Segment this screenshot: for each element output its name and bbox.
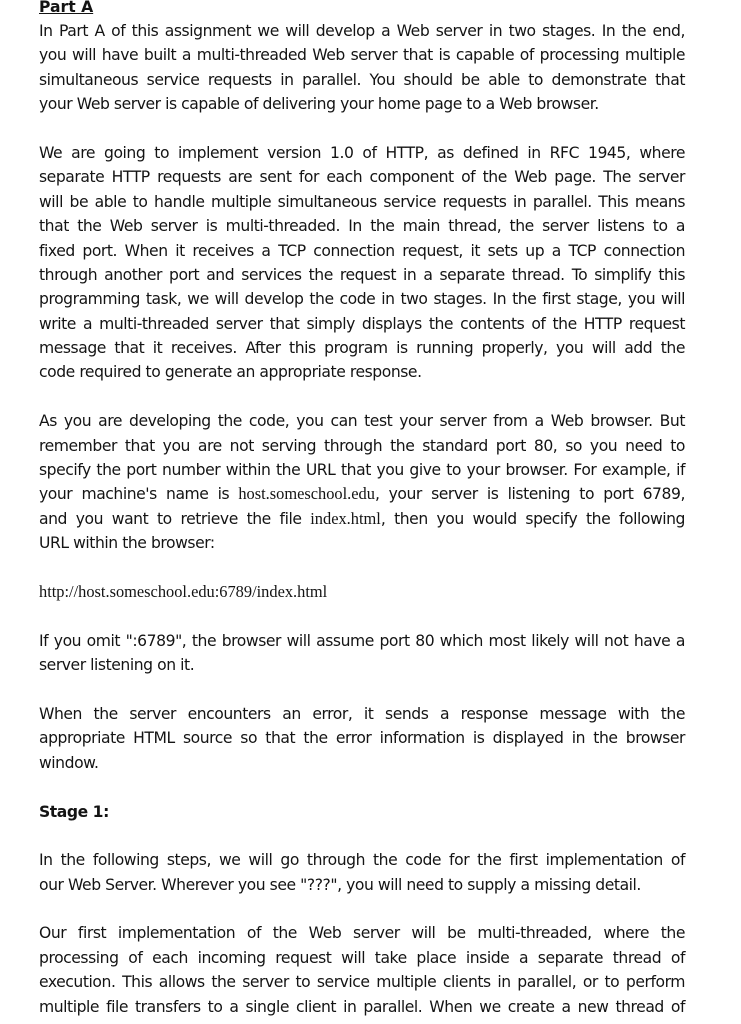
stage-title: Stage 1: [39,802,109,821]
intro-paragraph [39,19,685,117]
testing-text: and you want to retrieve the file [39,509,311,528]
testing-text: your machine's name is [39,485,239,504]
implementation-line: that the Web server is multi-threaded. In the main thread, the server listens to a [39,217,685,236]
first-impl-line: execution. This allows the server to service multiple clients in parallel, or to perform [39,973,685,992]
host-name: host.someschool.edu [238,484,375,504]
implementation-line: code required to generate an appropriate response. [39,363,422,382]
omit-note-line: server listening on it. [39,656,195,675]
intro-line: simultaneous service requests in parallel. You should be able to demonstrate that [39,70,685,89]
document-page [39,0,685,1019]
part-title: Part A [39,0,94,16]
implementation-paragraph [39,141,685,385]
intro-line: you will have built a multi-threaded Web server that is capable of processing multiple [39,46,685,65]
omit-note-line: If you omit ":6789", the browser will assume port 80 which most likely will not have a [39,631,685,650]
error-note-paragraph [39,702,685,775]
implementation-line: message that it receives. After this program is running properly, you will add the [39,339,685,358]
implementation-line: fixed port. When it receives a TCP connection request, it sets up a TCP connection [39,241,685,260]
intro-line: your Web server is capable of delivering your home page to a Web browser. [39,95,599,114]
omit-note-paragraph [39,629,685,678]
intro-line: In Part A of this assignment we will develop a Web server in two stages. In the end, [39,22,685,40]
testing-line: specify the port number within the URL that you give to your browser. For example, if [39,461,685,480]
testing-line-host [39,482,685,506]
implementation-line: We are going to implement version 1.0 of HTTP, as defined in RFC 1945, where [39,143,685,162]
implementation-line: through another port and services the request in a separate thread. To simplify this [39,265,685,284]
first-impl-line: multiple file transfers to a single client in parallel. When we create a new thread of [39,997,685,1016]
implementation-line: programming task, we will develop the code in two stages. In the first stage, you will [39,290,685,309]
testing-line-file [39,507,685,531]
error-note-line: appropriate HTML source so that the error information is displayed in the browser [39,729,685,748]
testing-paragraph [39,409,685,555]
testing-line: As you are developing the code, you can test your server from a Web browser. But [39,412,685,431]
stage-intro-line: our Web Server. Wherever you see "???", you will need to supply a missing detail. [39,875,641,894]
implementation-line: separate HTTP requests are sent for each component of the Web page. The server [39,168,685,187]
testing-line: remember that you are not serving through the standard port 80, so you need to [39,436,685,455]
implementation-line: write a multi-threaded server that simply displays the contents of the HTTP request [39,314,685,333]
stage-intro-paragraph [39,848,685,897]
testing-text: , your server is listening to port 6789, [374,485,685,504]
example-url: http://host.someschool.edu:6789/index.html [39,581,328,601]
stage-intro-line: In the following steps, we will go through the code for the first implementation of [39,851,685,870]
error-note-line: window. [39,753,99,772]
implementation-line: will be able to handle multiple simultaneous service requests in parallel. This means [39,192,685,211]
first-impl-paragraph [39,921,685,1019]
testing-line: URL within the browser: [39,534,215,553]
error-note-line: When the server encounters an error, it sends a response message with the [39,704,685,723]
first-impl-line: Our first implementation of the Web server will be multi-threaded, where the [39,924,685,943]
testing-text: , then you would specify the following [380,509,686,528]
file-name: index.html [310,508,381,528]
first-impl-line: processing of each incoming request will take place inside a separate thread of [39,948,685,967]
